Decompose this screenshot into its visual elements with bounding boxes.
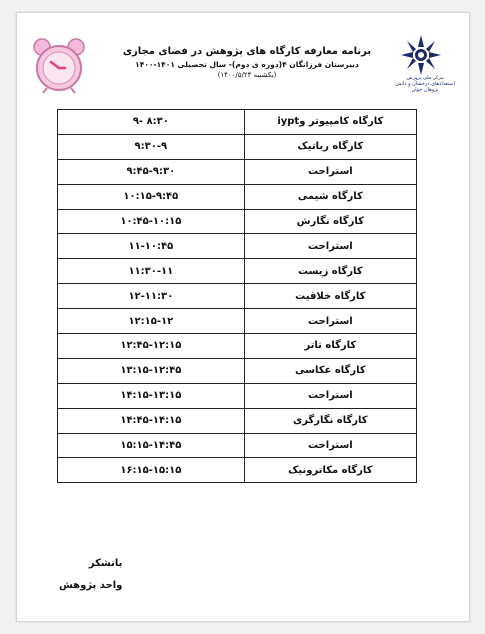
time-cell: ۱۶:۱۵-۱۵:۱۵ — [58, 458, 245, 483]
schedule-row — [58, 134, 417, 159]
schedule-row — [58, 259, 417, 284]
document-page — [16, 12, 470, 622]
schedule-row — [58, 184, 417, 209]
workshop-cell: استراحت — [244, 383, 416, 408]
workshop-cell: استراحت — [244, 433, 416, 458]
time-cell: ۱۲:۴۵-۱۲:۱۵ — [58, 334, 245, 359]
workshop-cell: کارگاه نگارگری — [244, 408, 416, 433]
schedule-row — [58, 408, 417, 433]
time-cell: ۹:۴۵-۹:۳۰ — [58, 159, 245, 184]
document-subtitle: دبیرستان فرزانگان ۴(دوره ی دوم)- سال تحصیلی ۱۴۰۱-۱۴۰۰ — [135, 60, 359, 69]
workshop-cell: کارگاه رباتیک — [244, 134, 416, 159]
workshop-cell: کارگاه زیست — [244, 259, 416, 284]
workshop-cell: استراحت — [244, 309, 416, 334]
time-cell: ۱۲-۱۱:۳۰ — [58, 284, 245, 309]
workshop-cell: کارگاه نگارش — [244, 209, 416, 234]
workshop-cell: کارگاه مکاترونیک — [244, 458, 416, 483]
workshop-cell: کارگاه عکاسی — [244, 358, 416, 383]
schedule-row — [58, 433, 417, 458]
schedule-row — [58, 234, 417, 259]
schedule-row — [58, 309, 417, 334]
workshop-cell: استراحت — [244, 159, 416, 184]
time-cell: ۹:۳۰-۹ — [58, 134, 245, 159]
emblem-caption: مرکز ملی پرورش استعدادهای درخشان و دانش پژوهان جوان — [395, 75, 455, 93]
time-cell: ۱۴:۴۵-۱۴:۱۵ — [58, 408, 245, 433]
time-cell: ۱۳:۱۵-۱۲:۴۵ — [58, 358, 245, 383]
schedule-table — [57, 109, 417, 483]
signature-block — [59, 553, 122, 597]
time-cell: ۱۱:۳۰-۱۱ — [58, 259, 245, 284]
schedule-row — [58, 284, 417, 309]
workshop-cell: کارگاه شیمی — [244, 184, 416, 209]
time-cell: ۱۰:۴۵-۱۰:۱۵ — [58, 209, 245, 234]
time-cell: ۱۰:۱۵-۹:۴۵ — [58, 184, 245, 209]
thanks-text: باتشکر — [88, 558, 123, 569]
workshop-cell: استراحت — [244, 234, 416, 259]
workshop-cell: کارگاه کامپیوتر وiypt — [244, 110, 416, 135]
time-cell: ۹- ۸:۳۰ — [58, 110, 245, 135]
schedule-row — [58, 334, 417, 359]
schedule-row — [58, 209, 417, 234]
document-title: برنامه معارفه کارگاه های پژوهش در فضای مجازی — [122, 46, 372, 57]
schedule-row — [58, 358, 417, 383]
schedule-row — [58, 110, 417, 135]
time-cell: ۱۲:۱۵-۱۲ — [58, 309, 245, 334]
schedule-row — [58, 383, 417, 408]
workshop-cell: کارگاه تاتر — [244, 334, 416, 359]
time-cell: ۱۱-۱۰:۴۵ — [58, 234, 245, 259]
alarm-clock-icon — [29, 35, 89, 95]
department-text: واحد پژوهش — [59, 580, 123, 591]
time-cell: ۱۴:۱۵-۱۳:۱۵ — [58, 383, 245, 408]
time-cell: ۱۵:۱۵-۱۴:۴۵ — [58, 433, 245, 458]
document-header — [107, 45, 387, 80]
schedule-row — [58, 159, 417, 184]
schedule-row — [58, 458, 417, 483]
workshop-cell: کارگاه خلاقیت — [244, 284, 416, 309]
document-date: (یکشنبه ۱۴۰۰/۵/۲۴) — [217, 71, 277, 79]
